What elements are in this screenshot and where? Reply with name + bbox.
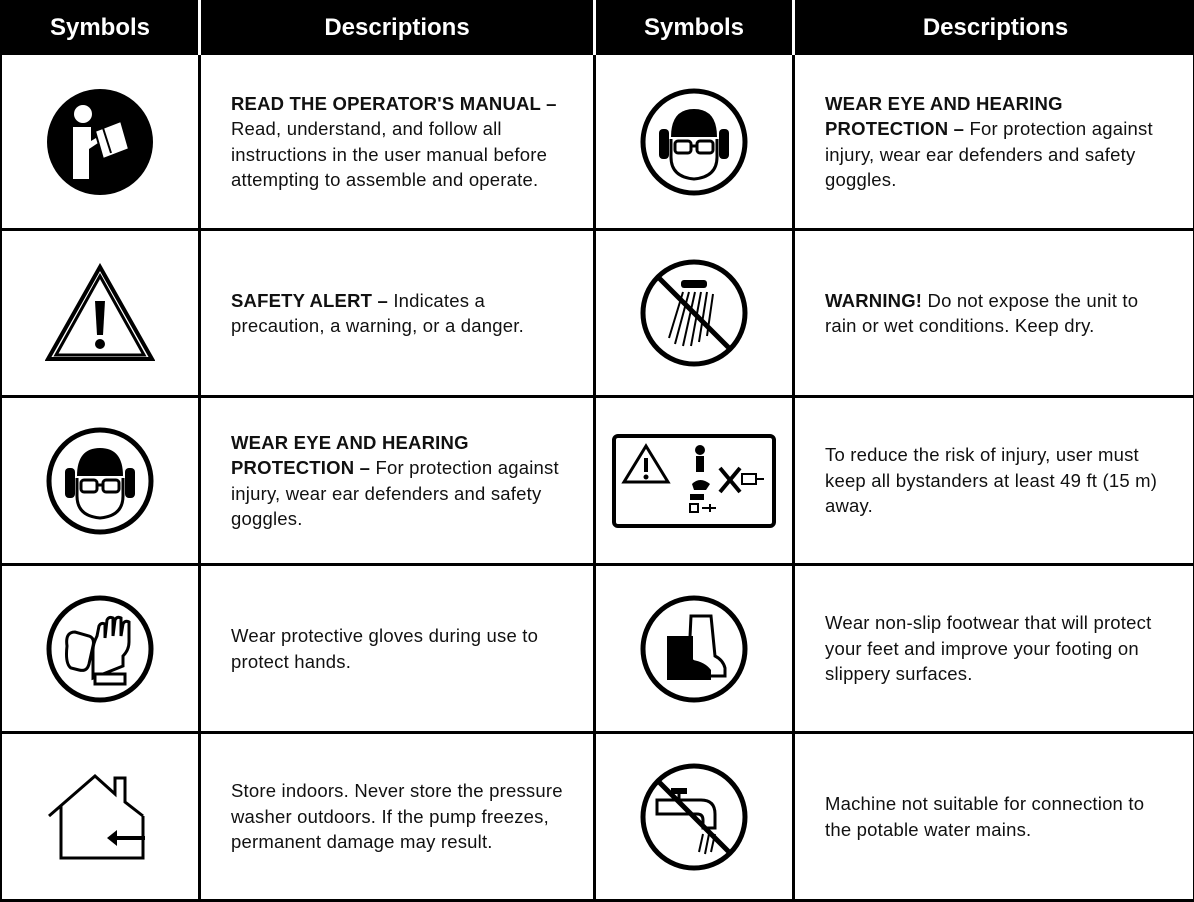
description-text: [825, 610, 1163, 687]
description-body: For protection against injury, wear ear defenders and safety goggles.: [825, 118, 1153, 190]
description-cell: [795, 734, 1194, 902]
description-bold: WEAR EYE AND HEARING PROTECTION –: [231, 431, 469, 478]
read-manual-icon: [45, 87, 155, 197]
description-body: Indicates a precaution, a warning, or a danger.: [231, 289, 524, 336]
header-symbols-right: Symbols: [596, 0, 795, 55]
description-body: For protection against injury, wear ear defenders and safety goggles.: [231, 457, 559, 529]
symbol-cell: [596, 231, 795, 398]
description-bold: WEAR EYE AND HEARING PROTECTION –: [825, 92, 1063, 139]
symbol-cell: [2, 55, 201, 231]
description-body: Machine not suitable for connection to the potable water mains.: [825, 793, 1145, 840]
symbol-cell: [2, 231, 201, 398]
no-potable-water-icon: [639, 762, 749, 872]
symbol-cell: [596, 734, 795, 902]
description-body: Do not expose the unit to rain or wet conditions. Keep dry.: [825, 289, 1139, 336]
description-bold: WARNING!: [825, 289, 923, 311]
description-cell: [201, 398, 596, 566]
description-bold: SAFETY ALERT –: [231, 289, 388, 311]
description-text: [825, 288, 1163, 339]
header-descriptions-left: Descriptions: [201, 0, 596, 55]
description-cell: [795, 398, 1194, 566]
description-text: [825, 442, 1163, 519]
symbol-cell: [596, 566, 795, 734]
no-rain-icon: [639, 258, 749, 368]
description-body: Wear non-slip footwear that will protect your feet and improve your footing on slippery surfaces.: [825, 612, 1152, 685]
eye-hearing-protection-icon: [639, 87, 749, 197]
description-cell: [201, 55, 596, 231]
header-symbols-left: Symbols: [2, 0, 201, 55]
description-cell: [201, 566, 596, 734]
description-text: [231, 430, 563, 532]
description-text: [231, 778, 563, 855]
description-cell: [201, 734, 596, 902]
keep-bystanders-away-icon: [612, 434, 776, 528]
eye-hearing-protection-icon: [45, 426, 155, 536]
description-text: [231, 623, 563, 674]
symbol-cell: [2, 734, 201, 902]
description-bold: READ THE OPERATOR'S MANUAL –: [231, 92, 557, 114]
description-text: [825, 91, 1163, 193]
description-cell: [795, 55, 1194, 231]
symbol-cell: [596, 55, 795, 231]
description-body: Wear protective gloves during use to protect hands.: [231, 625, 539, 672]
description-cell: [201, 231, 596, 398]
safety-alert-icon: [45, 263, 155, 363]
store-indoors-icon: [45, 772, 155, 862]
symbol-cell: [596, 398, 795, 566]
description-text: [825, 791, 1163, 842]
description-cell: [795, 566, 1194, 734]
symbol-cell: [2, 398, 201, 566]
non-slip-footwear-icon: [639, 594, 749, 704]
description-text: [231, 91, 563, 193]
description-body: To reduce the risk of injury, user must keep all bystanders at least 49 ft (15 m) away.: [825, 444, 1158, 517]
description-body: Store indoors. Never store the pressure washer outdoors. If the pump freezes, permanent damage may result.: [231, 780, 563, 853]
protective-gloves-icon: [45, 594, 155, 704]
description-text: [231, 288, 563, 339]
header-descriptions-right: Descriptions: [795, 0, 1194, 55]
description-body: Read, understand, and follow all instructions in the user manual before attempting to assemble and operate.: [231, 118, 548, 190]
symbol-cell: [2, 566, 201, 734]
description-cell: [795, 231, 1194, 398]
